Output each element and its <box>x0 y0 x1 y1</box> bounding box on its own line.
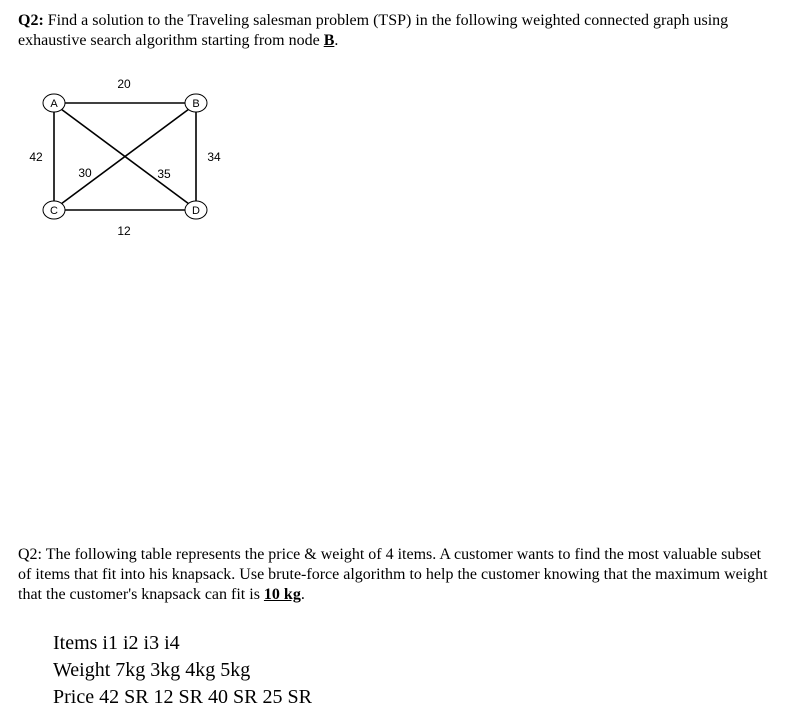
question-number: Q2: <box>18 12 44 29</box>
node-b-label: B <box>192 98 200 110</box>
question-knapsack <box>18 545 778 605</box>
node-d-label: D <box>192 205 200 217</box>
question-end: . <box>334 32 339 49</box>
question-text: The following table represents the price & weight of 4 items. A customer wants to find the most valuable subset of items that fit into his knapsack. Use brute-force algorithm to help the customer knowing that the maximum weight that the customer's knapsack can fit is <box>18 546 768 603</box>
weight-b-c: 30 <box>78 166 92 180</box>
price-row: Price 42 SR 12 SR 40 SR 25 SR <box>53 686 312 708</box>
weight-b-d: 34 <box>207 150 221 164</box>
question-number: Q2: <box>18 546 42 563</box>
question-tsp <box>18 11 778 51</box>
node-c-label: C <box>50 205 58 217</box>
weight-a-c: 42 <box>29 150 43 164</box>
weight-row: Weight 7kg 3kg 4kg 5kg <box>53 659 251 681</box>
tsp-graph <box>0 60 260 250</box>
question-end: . <box>300 586 305 603</box>
knapsack-capacity: 10 kg <box>263 586 301 603</box>
start-node: B <box>323 32 335 49</box>
weight-a-d: 35 <box>157 167 171 181</box>
question-text: Find a solution to the Traveling salesman problem (TSP) in the following weighted connected graph using exhaustive search algorithm starting from node <box>18 12 729 49</box>
weight-a-b: 20 <box>117 77 131 91</box>
node-a-label: A <box>50 98 58 110</box>
items-row: Items i1 i2 i3 i4 <box>53 632 180 654</box>
weight-c-d: 12 <box>117 224 131 238</box>
